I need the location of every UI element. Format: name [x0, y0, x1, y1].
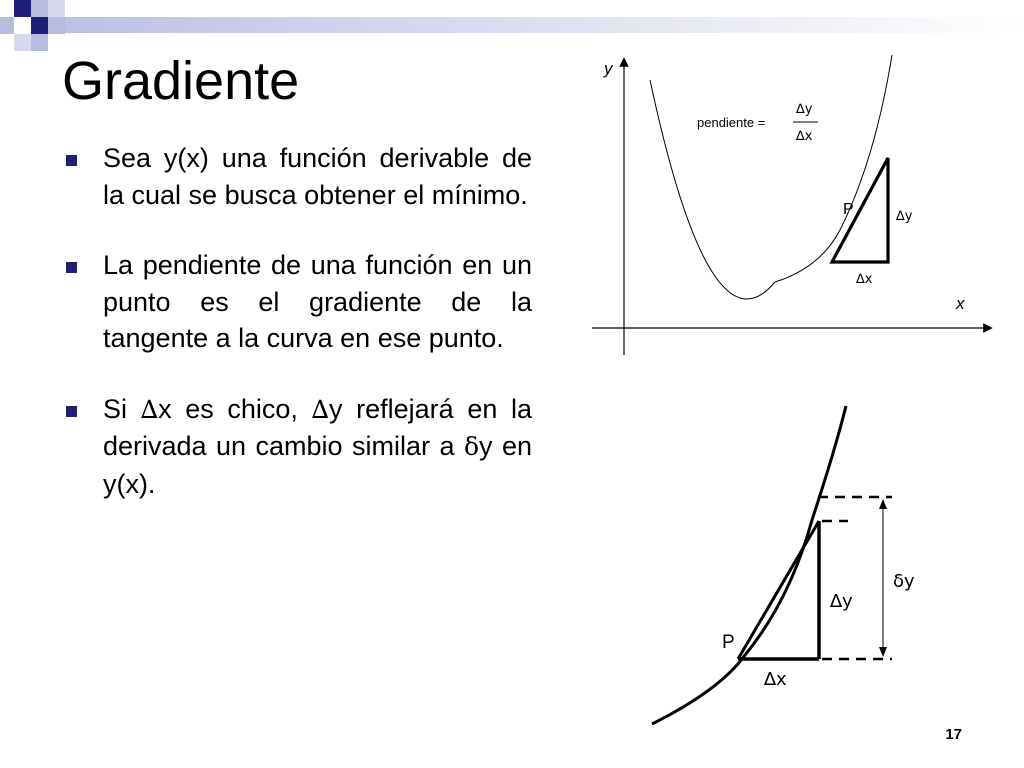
y-axis-label: y [604, 59, 613, 78]
arrow-head-down [879, 647, 887, 657]
deco-square [31, 0, 48, 17]
dy-label: ∆y [896, 209, 913, 224]
delta-symbol: ∆ [140, 394, 159, 424]
bullet-item [62, 247, 532, 357]
point-label: P [843, 201, 854, 218]
tangent-line [738, 521, 819, 659]
small-delta-symbol: δ [463, 432, 479, 461]
delta-y-label: δy [893, 571, 915, 592]
gradient-figure-bottom [640, 395, 940, 735]
slope-denominator: ∆x [796, 129, 813, 144]
point-label: P [722, 632, 735, 653]
x-axis-label: x [956, 294, 965, 313]
gradient-figure-top [585, 50, 995, 370]
deco-square [14, 0, 31, 17]
dx-label: ∆x [764, 669, 787, 690]
header-bar [0, 17, 1024, 33]
bullet-text: Sea y(x) una función derivable de la cual se busca obtener el mínimo. [103, 143, 532, 210]
bullet-item [62, 140, 532, 213]
arrow-head-up [879, 499, 887, 509]
deco-square [48, 17, 65, 34]
slope-numerator: ∆y [796, 102, 813, 117]
bullet-square-icon [66, 155, 77, 166]
deco-square [31, 34, 48, 51]
bullet-text-part: Si [103, 393, 141, 424]
delta-symbol: ∆ [311, 394, 330, 424]
page-number: 17 [945, 726, 962, 743]
bullet-square-icon [66, 406, 77, 417]
dy-label: ∆y [830, 591, 853, 612]
deco-square [31, 17, 48, 34]
deco-square [14, 17, 31, 34]
deco-square [0, 17, 14, 34]
bullet-text: La pendiente de una función en un punto es el gradiente de la tangente a la curva en ese punto. [103, 250, 532, 353]
deco-square [14, 34, 31, 51]
bullet-item [62, 391, 532, 503]
function-curve [652, 406, 846, 724]
bullet-text-part: x es chico, [158, 393, 312, 424]
bullet-text-part: y en y(x). [103, 431, 532, 499]
bullet-square-icon [66, 262, 77, 273]
bullet-text-part: y reflejará en la derivada un cambio similar a [103, 393, 532, 461]
bullet-list [62, 140, 532, 502]
slope-label: pendiente = [697, 115, 766, 130]
slope-triangle [832, 158, 888, 262]
dx-label: ∆x [856, 272, 873, 287]
deco-square [48, 0, 65, 17]
header-decoration [0, 0, 1024, 56]
slide-title: Gradiente [62, 51, 300, 111]
